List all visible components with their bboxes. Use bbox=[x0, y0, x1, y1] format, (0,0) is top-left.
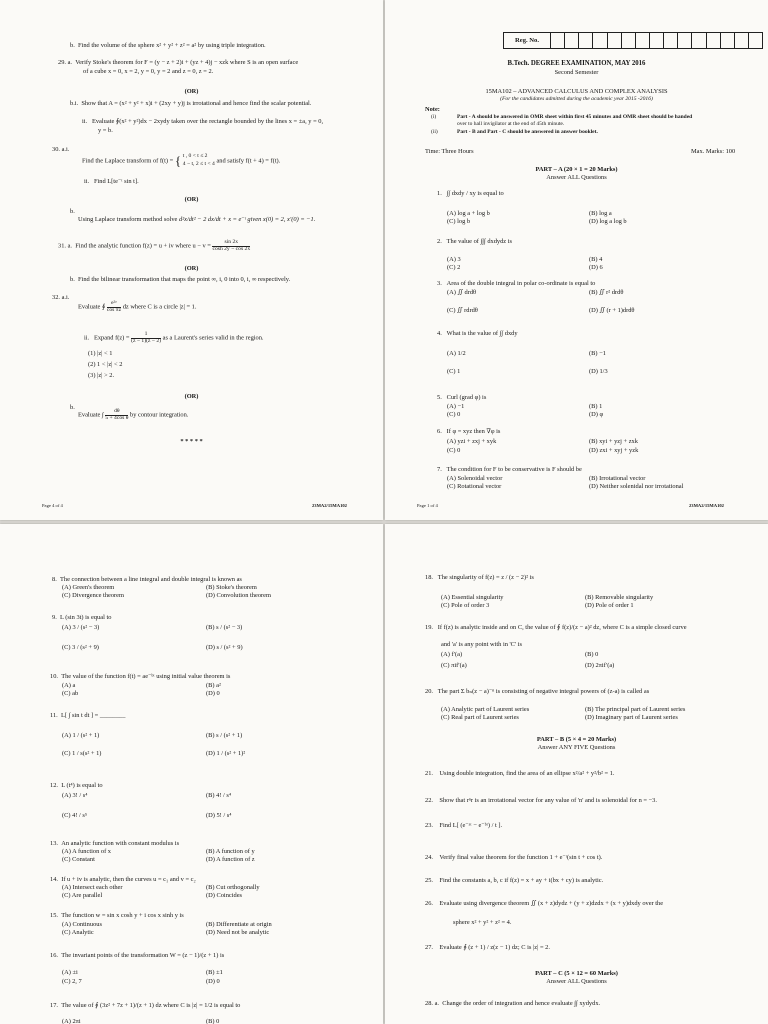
reg-cell bbox=[735, 33, 749, 48]
region-2: (2) 1 < |z| < 2 bbox=[88, 361, 123, 368]
page-1-sheet bbox=[385, 0, 768, 520]
page-2-sheet bbox=[0, 524, 383, 1024]
q19-option-b: (B) 0 bbox=[585, 651, 599, 658]
question-22: 22. Show that rⁿr is an irrotational vector for any value of 'n' and is solenoidal for n = −3. bbox=[425, 797, 657, 804]
q1-option-d: (D) log a log b bbox=[589, 218, 627, 225]
q10-option-a: (A) a bbox=[62, 682, 76, 689]
q7-option-c: (C) Rotational vector bbox=[447, 483, 502, 490]
part-b-title: PART – B (5 × 4 = 20 Marks) bbox=[536, 736, 617, 743]
question-26-line2: sphere x² + y² + z² = 4. bbox=[453, 919, 512, 926]
q8-option-c: (C) Divergence theorem bbox=[62, 592, 124, 599]
part-c-title: PART – C (5 × 12 = 60 Marks) bbox=[535, 970, 618, 977]
q16-option-d: (D) 0 bbox=[206, 978, 220, 985]
q11-option-b: (B) s / (s² + 1) bbox=[206, 732, 243, 739]
q12-option-d: (D) 5! / s⁴ bbox=[206, 812, 232, 819]
q30ai: Find the Laplace transform of f(t) = { t , 0 < t ≤ 2 4 − t, 2 ≤ t < 4 and satisfy f(t + 4) = f(t). bbox=[82, 153, 281, 169]
question-13: 13. An analytic function with constant modulus is bbox=[50, 840, 180, 847]
question-17: 17. The value of ∮ (3z² + 7z + 1)/(z + 1) dz where C is |z| = 1/2 is equal to bbox=[50, 1002, 241, 1009]
course-title: 15MA102 – ADVANCED CALCULUS AND COMPLEX ANALYSIS bbox=[485, 88, 668, 95]
q14-option-c: (C) Are parallel bbox=[62, 892, 103, 899]
q19-option-a: (A) f′(a) bbox=[441, 651, 463, 658]
q7-option-d: (D) Neither solenidal nor irrotational bbox=[589, 483, 684, 490]
q5-option-d: (D) φ bbox=[589, 411, 604, 418]
reg-cell bbox=[579, 33, 593, 48]
q3-option-a: (A) ∬ drdθ bbox=[447, 289, 477, 296]
reg-cell bbox=[692, 33, 706, 48]
question-11: 11. L[ ∫ sin t dt ] = ________ bbox=[50, 712, 126, 719]
part-a-instruction: Answer ALL Questions bbox=[546, 174, 607, 181]
q15-option-b: (B) Differentiate at origin bbox=[206, 921, 272, 928]
question-5: 5. Curl (grad φ) is bbox=[437, 394, 487, 401]
reg-cell bbox=[749, 33, 762, 48]
q3-option-d: (D) ∬ (r + 1)drdθ bbox=[589, 307, 635, 314]
q5-option-c: (C) 0 bbox=[447, 411, 461, 418]
q32ai: Evaluate ∮ $\frac{\text{e²ᶻ}}{\text{cos πz}}$ dz where C is a circle |z| = 1. bbox=[78, 300, 197, 313]
q4-option-c: (C) 1 bbox=[447, 368, 461, 375]
q10-option-d: (D) 0 bbox=[206, 690, 220, 697]
question-21: 21. Using double integration, find the area of an ellipse x²/a² + y²/b² = 1. bbox=[425, 770, 615, 777]
reg-cell bbox=[678, 33, 692, 48]
page-3-sheet bbox=[385, 524, 768, 1024]
question-28a: 28. a. Change the order of integration and hence evaluate ∫∫ xydydx. bbox=[425, 1000, 601, 1007]
question-16: 16. The invariant points of the transformation W = (z − 1)/(z + 1) is bbox=[50, 952, 225, 959]
q8-option-a: (A) Green's theorem bbox=[62, 584, 115, 591]
reg-cell bbox=[608, 33, 622, 48]
q15-option-c: (C) Analytic bbox=[62, 929, 94, 936]
reg-cell bbox=[721, 33, 735, 48]
question-2: 2. The value of ∫∫∫ dxdydz is bbox=[437, 238, 513, 245]
end-stars: * * * * * bbox=[180, 438, 203, 445]
q30b-label: b. bbox=[70, 208, 75, 215]
q17-option-b: (B) 0 bbox=[206, 1018, 220, 1024]
question-19-line2: and 'a' is any point with in 'C' is bbox=[441, 641, 522, 648]
q1-option-a: (A) log a + log b bbox=[447, 210, 490, 217]
q9-option-a: (A) 3 / (s² − 3) bbox=[62, 624, 100, 631]
question-7: 7. The condition for F to be conservative is F should be bbox=[437, 466, 582, 473]
note-label: Note: bbox=[425, 106, 440, 113]
q19-option-c: (C) πif′(a) bbox=[441, 662, 467, 669]
question-6: 6. If φ = xyz then ∇φ is bbox=[437, 428, 501, 435]
q13-option-c: (C) Constant bbox=[62, 856, 95, 863]
q6-option-b: (B) xyi + yzj + zxk bbox=[589, 438, 638, 445]
q2-option-a: (A) 3 bbox=[447, 256, 461, 263]
q20-option-c: (C) Real part of Laurent series bbox=[441, 714, 519, 721]
q2-option-d: (D) 6 bbox=[589, 264, 603, 271]
question-12: 12. L (t⁴) is equal to bbox=[50, 782, 103, 789]
note-2: (ii) Part - B and Part - C should be answered in answer booklet. bbox=[431, 129, 598, 135]
q31a: 31. a. Find the analytic function f(z) = u + iv where u − v = $\frac{\sin 2x}{\cosh 2y - \cos 2x}$ bbox=[58, 239, 251, 252]
q11-option-c: (C) 1 / s(s² + 1) bbox=[62, 750, 102, 757]
q11-option-d: (D) 1 / (s² + 1)² bbox=[206, 750, 246, 757]
q9-option-c: (C) 3 / (s² + 9) bbox=[62, 644, 99, 651]
q10-option-b: (B) a² bbox=[206, 682, 221, 689]
q20-option-d: (D) Imaginary part of Laurent series bbox=[585, 714, 678, 721]
page-number: Page 1 of 4 bbox=[417, 503, 438, 508]
or-separator: (OR) bbox=[184, 88, 199, 95]
q6-option-d: (D) zxi + xyj + yzk bbox=[589, 447, 639, 454]
q30b: Using Laplace transform method solve d²x/dt² − 2 dx/dt + x = e⁻ᵗ given x(0) = 2, x′(0) = −1. bbox=[78, 216, 316, 223]
q1-option-c: (C) log b bbox=[447, 218, 471, 225]
q4-option-a: (A) 1/2 bbox=[447, 350, 466, 357]
q14-option-a: (A) Intersect each other bbox=[62, 884, 123, 891]
q18-option-b: (B) Removable singularity bbox=[585, 594, 654, 601]
q8-option-d: (D) Convolution theorem bbox=[206, 592, 271, 599]
q6-option-a: (A) yzi + zxj + xyk bbox=[447, 438, 497, 445]
q19-option-d: (D) 2πif′(a) bbox=[585, 662, 615, 669]
question-10: 10. The value of the function f(t) = ae⁻ᵇᵗ using initial value theorem is bbox=[50, 673, 231, 680]
question-27: 27. Evaluate ∮ (z + 1) / z(z − 1) dz; C is |z| = 2. bbox=[425, 944, 550, 951]
question-18: 18. The singularity of f(z) = z / (z − 2)² is bbox=[425, 574, 534, 581]
question-1: 1. ∫∫ dxdy / xy is equal to bbox=[437, 190, 504, 197]
q9-option-b: (B) s / (s² − 3) bbox=[206, 624, 243, 631]
semester: Second Semester bbox=[554, 69, 599, 76]
q5-option-b: (B) 1 bbox=[589, 403, 603, 410]
q4-option-b: (B) −1 bbox=[589, 350, 606, 357]
or-separator: (OR) bbox=[184, 196, 199, 203]
q14-option-d: (D) Coincides bbox=[206, 892, 243, 899]
reg-cell bbox=[650, 33, 664, 48]
reg-cell bbox=[551, 33, 565, 48]
q4-option-d: (D) 1/3 bbox=[589, 368, 608, 375]
region-1: (1) |z| < 1 bbox=[88, 350, 113, 357]
q13-option-b: (B) A function of y bbox=[206, 848, 255, 855]
reg-cell bbox=[664, 33, 678, 48]
q30aii: ii. Find L[te⁻ᵗ sin t]. bbox=[84, 178, 139, 185]
q32ai-label: 32. a.i. bbox=[52, 294, 70, 301]
note-1-line2: over to hall invigilator at the end of 45th minute. bbox=[457, 121, 565, 127]
q18-option-a: (A) Essential singularity bbox=[441, 594, 504, 601]
question-9: 9. L (sin 3t) is equal to bbox=[52, 614, 112, 621]
time: Time: Three Hours bbox=[425, 148, 474, 155]
q9-option-d: (D) s / (s² + 9) bbox=[206, 644, 243, 651]
question-26: 26. Evaluate using divergence theorem ∬ (x + z)dydz + (y + z)dzdx + (x + y)dxdy over the bbox=[425, 900, 664, 907]
q29b: b. Find the volume of the sphere x² + y² + z² = a² by using triple integration. bbox=[70, 42, 266, 49]
reg-cell bbox=[707, 33, 721, 48]
page-4-sheet bbox=[0, 0, 383, 520]
q2-option-c: (C) 2 bbox=[447, 264, 461, 271]
piecewise-1: t , 0 < t ≤ 2 bbox=[182, 153, 208, 159]
question-4: 4. What is the value of ∫∫ dxdy bbox=[437, 330, 518, 337]
q31b: b. Find the bilinear transformation that maps the point ∞, i, 0 into 0, i, ∞ respectively. bbox=[70, 276, 291, 283]
q10-option-c: (C) ab bbox=[62, 690, 79, 697]
q13-option-a: (A) A function of x bbox=[62, 848, 111, 855]
reg-cell bbox=[565, 33, 579, 48]
region-3: (3) |z| > 2. bbox=[88, 372, 115, 379]
question-23: 23. Find L[ (e⁻ᵃᵗ − e⁻ᵇᵗ) / t ]. bbox=[425, 822, 503, 829]
reg-number-label: Reg. No. bbox=[504, 33, 551, 48]
q16-option-b: (B) ±1 bbox=[206, 969, 223, 976]
q20-option-b: (B) The principal part of Laurent series bbox=[585, 706, 686, 713]
q18-option-d: (D) Pole of order 1 bbox=[585, 602, 634, 609]
paper-code: 23MA2/15MA102 bbox=[689, 503, 724, 508]
q12-option-c: (C) 4! / s⁵ bbox=[62, 812, 88, 819]
note-1: (i) Part - A should be answered in OMR sheet within first 45 minutes and OMR sheet should be handed bbox=[431, 114, 693, 120]
paper-code: 23MA2/15MA102 bbox=[312, 503, 347, 508]
q16-option-a: (A) ±i bbox=[62, 969, 78, 976]
reg-cell bbox=[593, 33, 607, 48]
applicability: (For the candidates admitted during the academic year 2015 -2016) bbox=[500, 96, 653, 102]
question-20: 20. The part Σ bₙ(z − a)⁻ⁿ is consisting of negative integral powers of (z-a) is called as bbox=[425, 688, 650, 695]
q29bii-line2: y = b. bbox=[98, 127, 113, 134]
q8-option-b: (B) Stoke's theorem bbox=[206, 584, 257, 591]
q7-option-a: (A) Solenoidal vector bbox=[447, 475, 503, 482]
reg-number-box bbox=[503, 32, 763, 49]
q7-option-b: (B) Irrotational vector bbox=[589, 475, 646, 482]
page-number: Page 4 of 4 bbox=[42, 503, 63, 508]
q32aii: ii. Expand f(z) = $\frac{1}{(z - 1)(z - 2)}$ as a Laurent's series valid in the region. bbox=[84, 331, 264, 344]
q2-option-b: (B) 4 bbox=[589, 256, 603, 263]
q29bi: b.i. Show that A = (x² + y² + x)i + (2xy + y)j is irrotational and hence find the scalar potential. bbox=[70, 100, 312, 107]
question-14: 14. If u + iv is analytic, then the curves u = c₁ and v = c₂ bbox=[50, 876, 196, 883]
exam-title: B.Tech. DEGREE EXAMINATION, MAY 2016 bbox=[507, 60, 646, 67]
question-3: 3. Area of the double integral in polar co-ordinate is equal to bbox=[437, 280, 596, 287]
reg-cell bbox=[636, 33, 650, 48]
part-b-instruction: Answer ANY FIVE Questions bbox=[537, 744, 616, 751]
q16-option-c: (C) 2, 7 bbox=[62, 978, 82, 985]
q3-option-b: (B) ∬ r² drdθ bbox=[589, 289, 624, 296]
q12-option-a: (A) 3! / s⁴ bbox=[62, 792, 88, 799]
question-19: 19. If f(z) is analytic inside and on C, the value of ∮ f(z)/(z − a)² dz, where C is a simple closed curve bbox=[425, 624, 687, 631]
reg-cell bbox=[622, 33, 636, 48]
q30ai-label: 30. a.i. bbox=[52, 146, 70, 153]
max-marks: Max. Marks: 100 bbox=[691, 148, 736, 155]
q15-option-d: (D) Need not be analytic bbox=[206, 929, 270, 936]
q13-option-d: (D) A function of z bbox=[206, 856, 255, 863]
piecewise-2: 4 − t, 2 ≤ t < 4 bbox=[182, 160, 215, 167]
q6-option-c: (C) 0 bbox=[447, 447, 461, 454]
q11-option-a: (A) 1 / (s² + 1) bbox=[62, 732, 100, 739]
question-24: 24. Verify final value theorem for the function 1 + e⁻ᵗ(sin t + cos t). bbox=[425, 854, 603, 861]
question-15: 15. The function w = sin x cosh y + i cos x sinh y is bbox=[50, 912, 184, 919]
q29bii: ii. Evaluate ∮(x² + y²)dx − 2xydy taken over the rectangle bounded by the lines x = ±a, y = 0, bbox=[82, 118, 324, 125]
part-c-instruction: Answer ALL Questions bbox=[546, 978, 607, 985]
q29a: 29. a. Verify Stoke's theorem for F = (y − z + 2)i + (yz + 4)j − xzk where S is an open surface bbox=[58, 59, 299, 66]
q1-option-b: (B) log a bbox=[589, 210, 612, 217]
question-25: 25. Find the constants a, b, c if f(z) = x + ay + i(bx + cy) is analytic. bbox=[425, 877, 604, 884]
q32b-label: b. bbox=[70, 404, 75, 411]
or-separator: (OR) bbox=[184, 265, 199, 272]
q29a-line2: of a cube x = 0, x = 2, y = 0, y = 2 and z = 0, z = 2. bbox=[83, 68, 214, 75]
q17-option-a: (A) 2πi bbox=[62, 1018, 81, 1024]
or-separator: (OR) bbox=[184, 393, 199, 400]
question-8: 8. The connection between a line integral and double integral is known as bbox=[52, 576, 242, 583]
q18-option-c: (C) Pole of order 3 bbox=[441, 602, 490, 609]
q15-option-a: (A) Continuous bbox=[62, 921, 102, 928]
q5-option-a: (A) −1 bbox=[447, 403, 465, 410]
q14-option-b: (B) Cut orthogonally bbox=[206, 884, 260, 891]
q3-option-c: (C) ∬ rdrdθ bbox=[447, 307, 478, 314]
q32b: Evaluate ∫ $\frac{d\theta}{\text{5 + 4cos θ}}$ by contour integration. bbox=[78, 408, 189, 421]
q20-option-a: (A) Analytic part of Laurent series bbox=[441, 706, 530, 713]
q12-option-b: (B) 4! / s⁴ bbox=[206, 792, 232, 799]
part-a-title: PART – A (20 × 1 = 20 Marks) bbox=[535, 166, 618, 173]
